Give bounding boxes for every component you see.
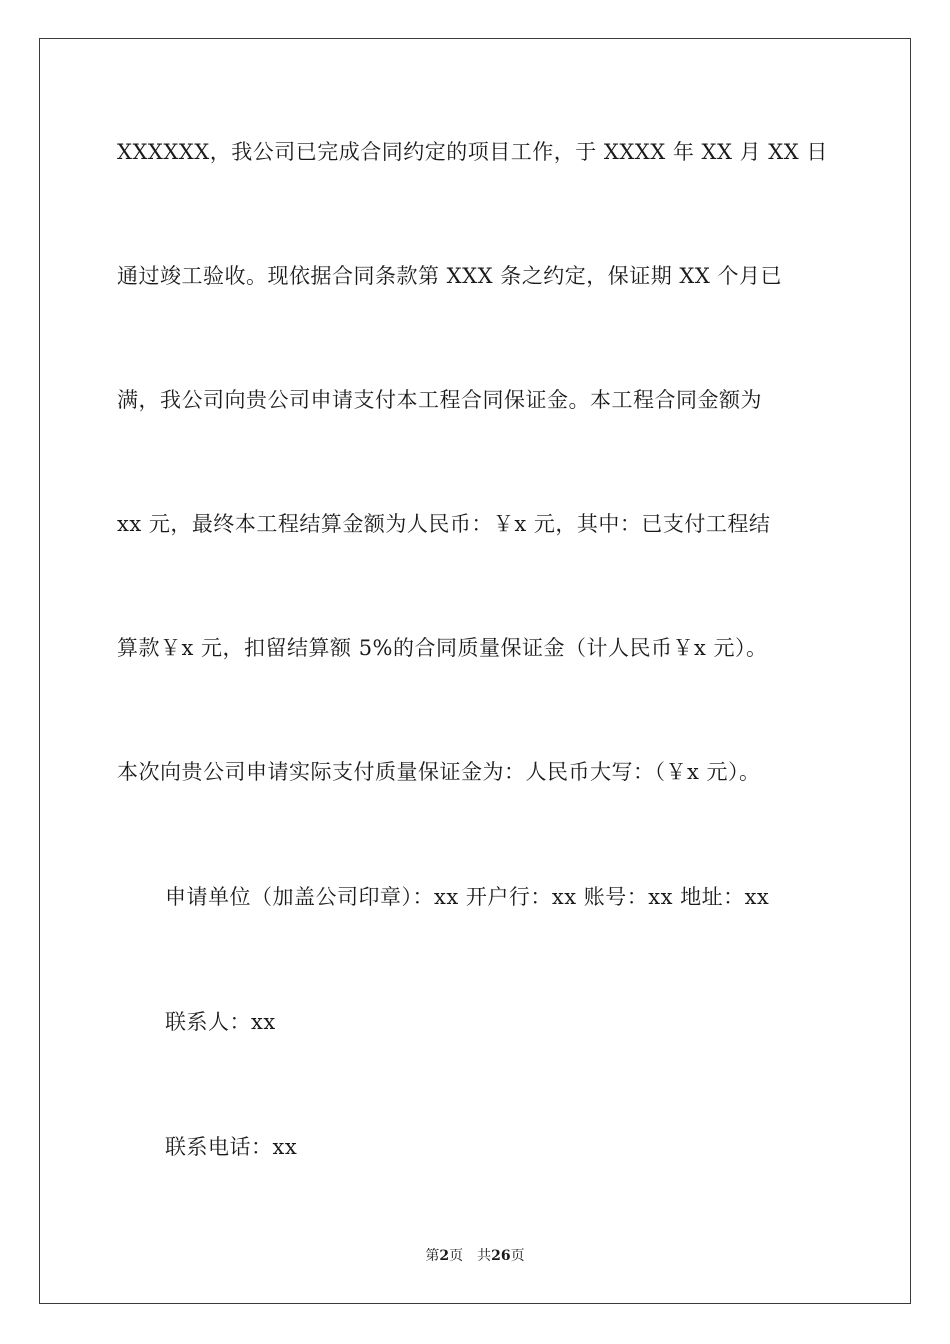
contact-person-line: 联系人：xx (165, 1010, 276, 1034)
body-line-6: 本次向贵公司申请实际支付质量保证金为：人民币大写：（￥x 元）。 (117, 760, 761, 784)
applicant-info-line: 申请单位（加盖公司印章）：xx 开户行：xx 账号：xx 地址：xx (165, 885, 770, 909)
total-prefix: 共 (477, 1248, 492, 1264)
body-line-5: 算款￥x 元，扣留结算额 5%的合同质量保证金（计人民币￥x 元）。 (117, 636, 768, 660)
page-number: 2 (439, 1248, 450, 1264)
total-suffix: 页 (510, 1248, 525, 1264)
contact-phone-line: 联系电话：xx (165, 1135, 298, 1159)
page-border (39, 38, 911, 1304)
body-line-2: 通过竣工验收。现依据合同条款第 XXX 条之约定，保证期 XX 个月已 (117, 264, 782, 288)
body-line-1: XXXXXX，我公司已完成合同约定的项目工作，于 XXXX 年 XX 月 XX 日 (117, 140, 828, 164)
page-suffix: 页 (449, 1248, 464, 1264)
body-line-4: xx 元，最终本工程结算金额为人民币：￥x 元，其中：已支付工程结 (117, 512, 771, 536)
page-prefix: 第 (425, 1248, 440, 1264)
total-pages: 26 (491, 1248, 511, 1264)
body-line-3: 满，我公司向贵公司申请支付本工程合同保证金。本工程合同金额为 (117, 388, 762, 412)
page-footer (0, 1247, 950, 1265)
